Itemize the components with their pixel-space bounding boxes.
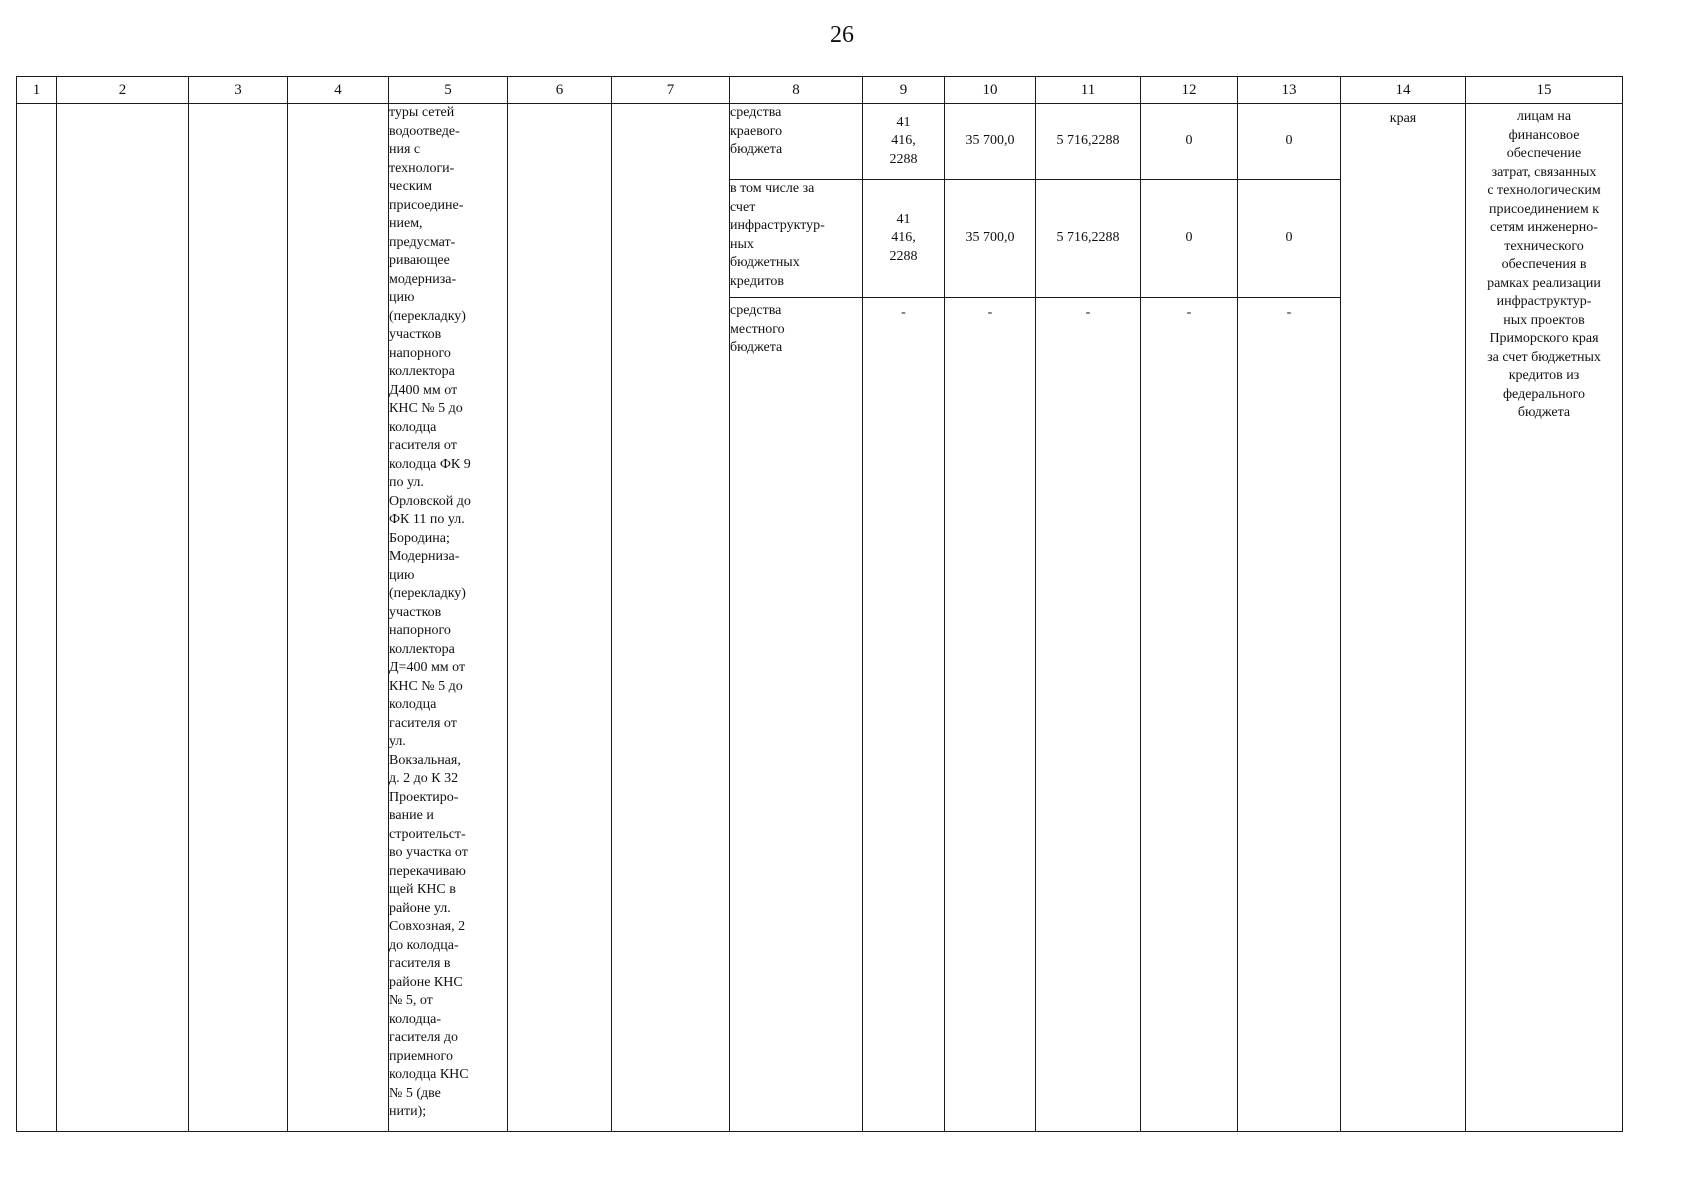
text-line: районе ул. [389, 900, 451, 916]
text-line: кредитов из [1508, 368, 1580, 383]
cell-col6 [508, 104, 612, 1132]
text-line: № 5 (две [389, 1085, 441, 1101]
amount-col12: - [1141, 298, 1238, 1132]
text-line: бюджета [1517, 405, 1571, 420]
text-line: ул. [389, 734, 406, 749]
text-line: колодца КНС [389, 1067, 469, 1082]
text-line: за счет бюджетных [1487, 349, 1601, 365]
text-line: д. 2 до К 32 [389, 771, 459, 786]
text-line: обеспечения в [1501, 257, 1587, 272]
header-cell-3: 3 [189, 77, 288, 104]
funding-source-regional [730, 104, 863, 180]
text-line: Совхозная, 2 [389, 919, 466, 934]
text-line: бюджетных [730, 255, 800, 270]
text-line: Д400 мм от [389, 382, 458, 398]
cell-col2 [57, 104, 189, 1132]
text-line: 41 [896, 211, 911, 227]
text-line: счет [730, 199, 756, 215]
cell-col7 [612, 104, 730, 1132]
text-line: (перекладку) [389, 586, 466, 601]
text-line: КНС № 5 до [389, 401, 463, 416]
header-cell-12: 12 [1141, 77, 1238, 104]
text-line: предусмат- [389, 234, 456, 250]
text-line: участков [389, 604, 442, 620]
header-row [17, 77, 1623, 104]
total-amount-cell [863, 180, 945, 298]
text-line: технологи- [389, 160, 455, 176]
text-line: финансовое [1508, 127, 1580, 143]
text-line: Приморского края [1489, 331, 1599, 346]
text-line: участков [389, 327, 442, 342]
text-line: инфраструктур- [730, 218, 825, 233]
text-line: сетям инженерно- [1490, 220, 1598, 235]
text-line: ФК 11 по ул. [389, 512, 465, 527]
amount-col10: 35 700,0 [945, 104, 1036, 180]
text-line: туры сетей [389, 105, 455, 120]
header-cell-15: 15 [1466, 77, 1623, 104]
header-cell-7: 7 [612, 77, 730, 104]
text-line: строительст- [389, 826, 466, 842]
purpose-cell [1466, 104, 1623, 1132]
text-line: Д=400 мм от [389, 660, 466, 675]
text-line: гасителя до [389, 1030, 459, 1045]
funding-source-label [730, 104, 862, 160]
purpose-text [1474, 108, 1614, 423]
header-cell-5: 5 [389, 77, 508, 104]
total-amount-cell [863, 104, 945, 180]
amount-col11: 5 716,2288 [1036, 180, 1141, 298]
amount-col12: 0 [1141, 104, 1238, 180]
text-line: ных [730, 236, 754, 252]
header-cell-2: 2 [57, 77, 189, 104]
text-line: бюджета [730, 142, 783, 157]
text-line: с технологическим [1487, 183, 1601, 198]
funding-source-label [730, 302, 862, 358]
text-line: напорного [389, 345, 451, 361]
text-line: цию [389, 290, 415, 305]
text-line: средства [730, 303, 782, 318]
text-line: модерниза- [389, 271, 457, 287]
project-description-text [389, 104, 507, 1122]
text-line: колодца- [389, 1011, 441, 1027]
amount-col13: - [1238, 298, 1341, 1132]
text-line: колодца [389, 419, 437, 435]
text-line: лицам на [1516, 109, 1572, 124]
text-line: приемного [389, 1048, 453, 1064]
amount-col10: - [945, 298, 1036, 1132]
header-cell-1: 1 [17, 77, 57, 104]
amount-col11: 5 716,2288 [1036, 104, 1141, 180]
funding-source-infrastructure-credits [730, 180, 863, 298]
amount-col12: 0 [1141, 180, 1238, 298]
text-line: коллектора [389, 364, 455, 379]
text-line: гасителя от [389, 715, 457, 731]
text-line: в том числе за [730, 181, 815, 196]
text-line: гасителя в [389, 956, 451, 971]
cell-col4 [288, 104, 389, 1132]
text-line: 416, [891, 133, 916, 149]
text-line: вание и [389, 808, 434, 823]
text-line: Орловской до [389, 493, 471, 509]
text-line: ния с [389, 142, 421, 157]
header-cell-4: 4 [288, 77, 389, 104]
table-row [17, 104, 1623, 180]
text-line: щей КНС в [389, 882, 456, 897]
text-line: рамках реализации [1487, 275, 1601, 291]
text-line: КНС № 5 до [389, 678, 463, 694]
text-line: цию [389, 567, 415, 583]
page-number: 26 [830, 22, 854, 48]
budget-table [16, 76, 1623, 1132]
header-cell-8: 8 [730, 77, 863, 104]
text-line: по ул. [389, 475, 424, 490]
text-line: 41 [896, 114, 911, 130]
amount-col10: 35 700,0 [945, 180, 1036, 298]
amount-col11: - [1036, 298, 1141, 1132]
text-line: технического [1504, 238, 1584, 254]
text-line: № 5, от [389, 993, 433, 1008]
text-line: Вокзальная, [389, 752, 461, 768]
total-amount [863, 114, 944, 170]
text-line: водоотведе- [389, 123, 460, 139]
text-line: 416, [891, 230, 916, 246]
text-line: ческим [389, 179, 432, 194]
header-cell-10: 10 [945, 77, 1036, 104]
text-line: районе КНС [389, 974, 463, 990]
text-line: средства [730, 105, 782, 120]
header-cell-6: 6 [508, 77, 612, 104]
text-line: Модерниза- [389, 549, 460, 564]
funding-source-local [730, 298, 863, 1132]
cell-col3 [189, 104, 288, 1132]
text-line: во участка от [389, 845, 468, 860]
text-line: перекачиваю [389, 863, 466, 879]
text-line: инфраструктур- [1496, 294, 1592, 309]
text-line: Бородина; [389, 530, 450, 546]
cell-col1 [17, 104, 57, 1132]
text-line: колодца [389, 697, 437, 712]
text-line: кредитов [730, 273, 784, 289]
project-description-cell [389, 104, 508, 1132]
header-cell-11: 11 [1036, 77, 1141, 104]
text-line: обеспечение [1506, 146, 1582, 161]
text-line: местного [730, 321, 785, 337]
text-line: затрат, связанных [1491, 164, 1597, 180]
text-line: бюджета [730, 340, 783, 355]
text-line: (перекладку) [389, 308, 466, 324]
text-line: присоедине- [389, 197, 464, 213]
text-line: краевого [730, 123, 783, 139]
text-line: напорного [389, 623, 451, 638]
text-line: нием, [389, 216, 423, 231]
text-line: федерального [1502, 386, 1586, 402]
text-line: до колодца- [389, 937, 459, 953]
text-line: 2288 [889, 151, 918, 167]
text-line: колодца ФК 9 [389, 456, 471, 472]
header-cell-9: 9 [863, 77, 945, 104]
text-line: 2288 [889, 248, 918, 264]
total-amount-cell: - [863, 298, 945, 1132]
text-line: гасителя от [389, 438, 457, 453]
text-line: ривающее [389, 253, 450, 268]
funding-source-label [730, 180, 862, 291]
header-cell-14: 14 [1341, 77, 1466, 104]
region-cell: края [1341, 104, 1466, 1132]
amount-col13: 0 [1238, 104, 1341, 180]
amount-col13: 0 [1238, 180, 1341, 298]
header-cell-13: 13 [1238, 77, 1341, 104]
text-line: ных проектов [1503, 312, 1585, 328]
text-line: Проектиро- [389, 789, 459, 805]
text-line: коллектора [389, 641, 455, 657]
text-line: нити); [389, 1104, 427, 1119]
text-line: присоединением к [1488, 201, 1600, 217]
total-amount [863, 211, 944, 267]
